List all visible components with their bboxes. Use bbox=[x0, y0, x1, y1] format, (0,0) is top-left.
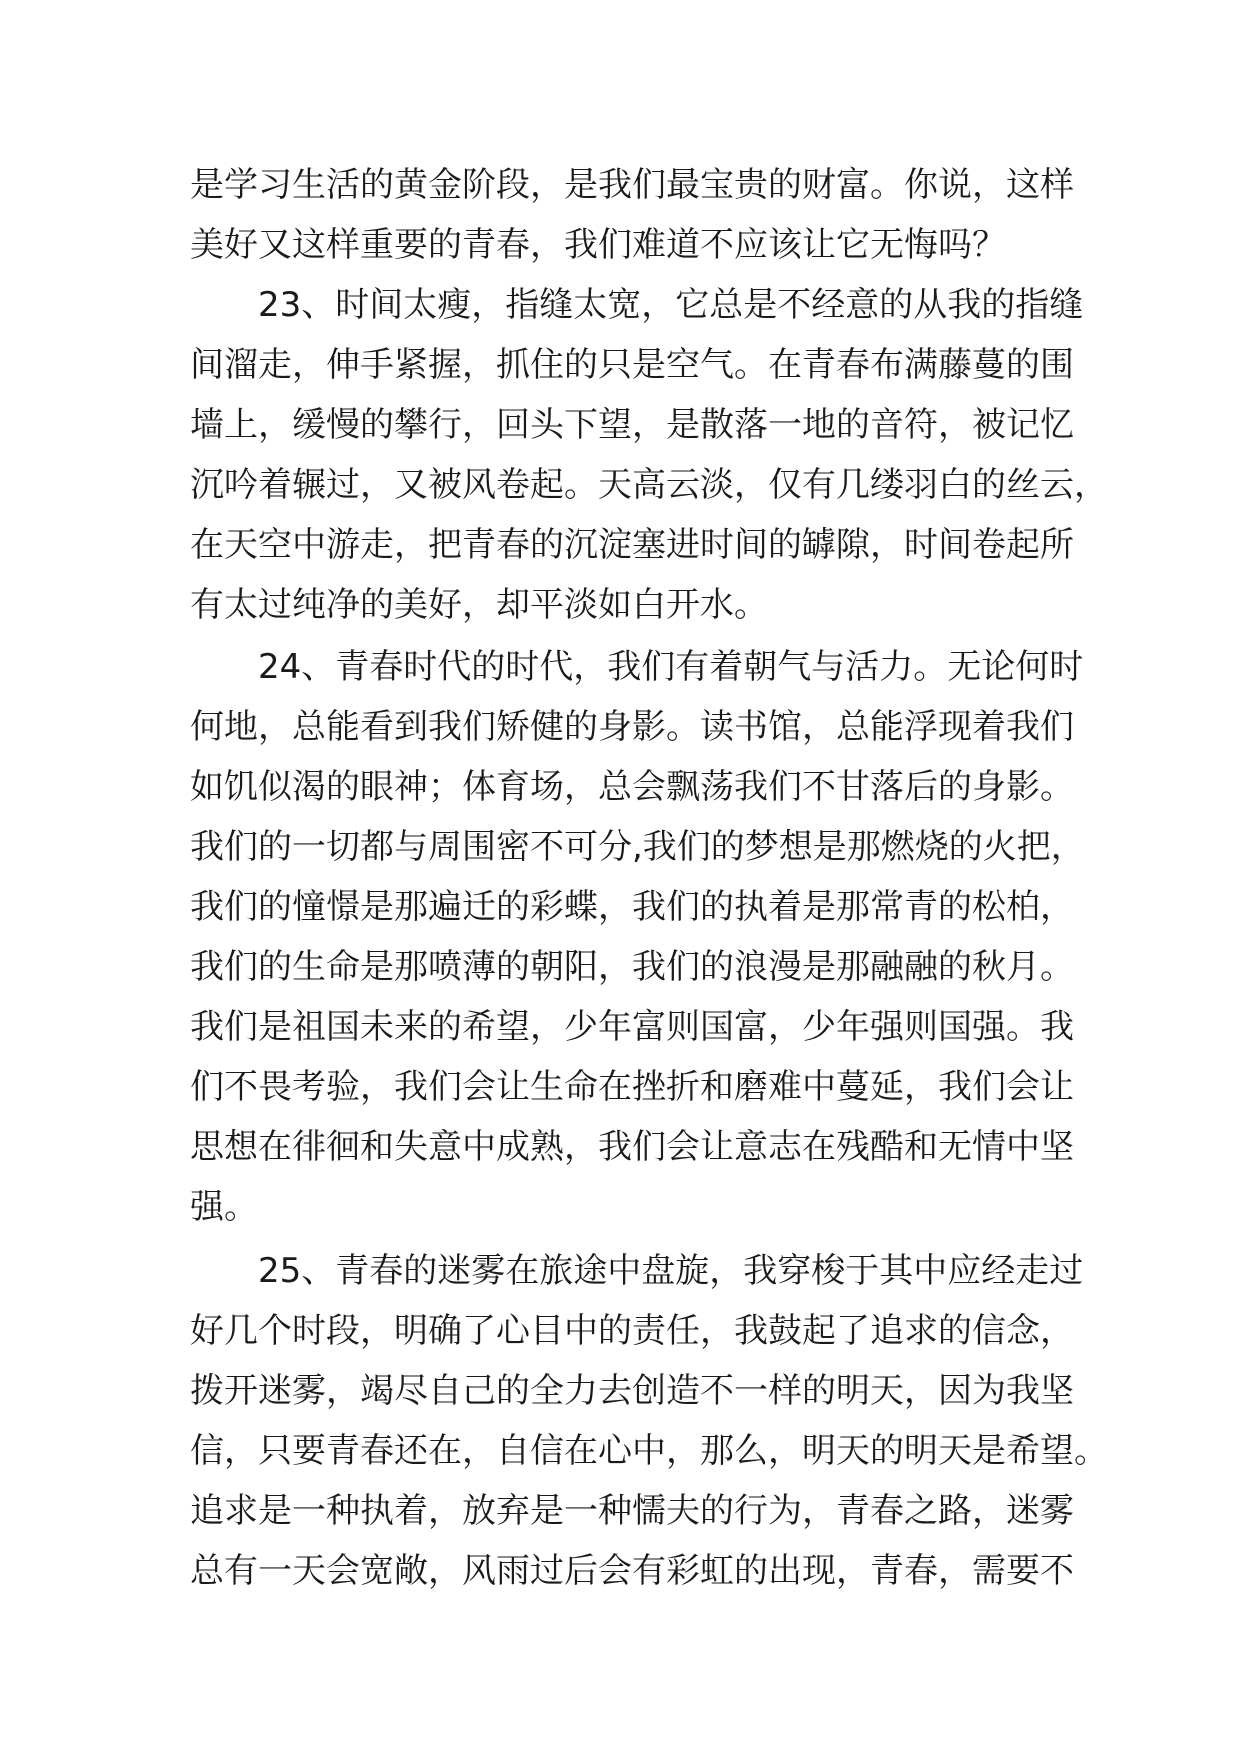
text-line: 我们的憧憬是那遍迁的彩蝶，我们的执着是那常青的松柏， bbox=[190, 887, 1074, 927]
text-line: 追求是一种执着，放弃是一种懦夫的行为，青春之路，迷雾 bbox=[190, 1491, 1074, 1531]
text-line: 有太过纯净的美好，却平淡如白开水。 bbox=[190, 585, 768, 625]
text-line: 我们的生命是那喷薄的朝阳，我们的浪漫是那融融的秋月。 bbox=[190, 947, 1074, 987]
text-line: 如饥似渴的眼神；体育场，总会飘荡我们不甘落后的身影。 bbox=[190, 767, 1074, 807]
text-line: 总有一天会宽敞，风雨过后会有彩虹的出现，青春，需要不 bbox=[190, 1551, 1074, 1591]
text-line: 沉吟着辗过，又被风卷起。天高云淡，仅有几缕羽白的丝云， bbox=[190, 465, 1108, 505]
text-line: 在天空中游走，把青春的沉淀塞进时间的罅隙，时间卷起所 bbox=[190, 525, 1074, 565]
paragraph-25-first-line: 25、青春的迷雾在旅途中盘旋，我穿梭于其中应经走过 bbox=[258, 1251, 1084, 1291]
text-line: 好几个时段，明确了心目中的责任，我鼓起了追求的信念， bbox=[190, 1311, 1074, 1351]
text-line: 何地，总能看到我们矫健的身影。读书馆，总能浮现着我们 bbox=[190, 707, 1074, 747]
paragraph-23-first-line: 23、时间太瘦，指缝太宽，它总是不经意的从我的指缝 bbox=[258, 285, 1084, 325]
text-line: 美好又这样重要的青春，我们难道不应该让它无悔吗？ bbox=[190, 225, 1006, 265]
text-line: 我们的一切都与周围密不可分,我们的梦想是那燃烧的火把， bbox=[190, 827, 1085, 867]
paragraph-24-first-line: 24、青春时代的时代，我们有着朝气与活力。无论何时 bbox=[258, 647, 1084, 687]
text-line: 墙上，缓慢的攀行，回头下望，是散落一地的音符，被记忆 bbox=[190, 405, 1074, 445]
text-line: 强。 bbox=[190, 1187, 258, 1227]
text-line: 拨开迷雾，竭尽自己的全力去创造不一样的明天，因为我坚 bbox=[190, 1371, 1074, 1411]
text-line: 们不畏考验，我们会让生命在挫折和磨难中蔓延，我们会让 bbox=[190, 1067, 1074, 1107]
text-line: 思想在徘徊和失意中成熟，我们会让意志在残酷和无情中坚 bbox=[190, 1127, 1074, 1167]
text-line: 我们是祖国未来的希望，少年富则国富，少年强则国强。我 bbox=[190, 1007, 1074, 1047]
text-line: 间溜走，伸手紧握，抓住的只是空气。在青春布满藤蔓的围 bbox=[190, 345, 1074, 385]
text-line: 信，只要青春还在，自信在心中，那么，明天的明天是希望。 bbox=[190, 1431, 1108, 1471]
text-line: 是学习生活的黄金阶段，是我们最宝贵的财富。你说，这样 bbox=[190, 165, 1074, 205]
